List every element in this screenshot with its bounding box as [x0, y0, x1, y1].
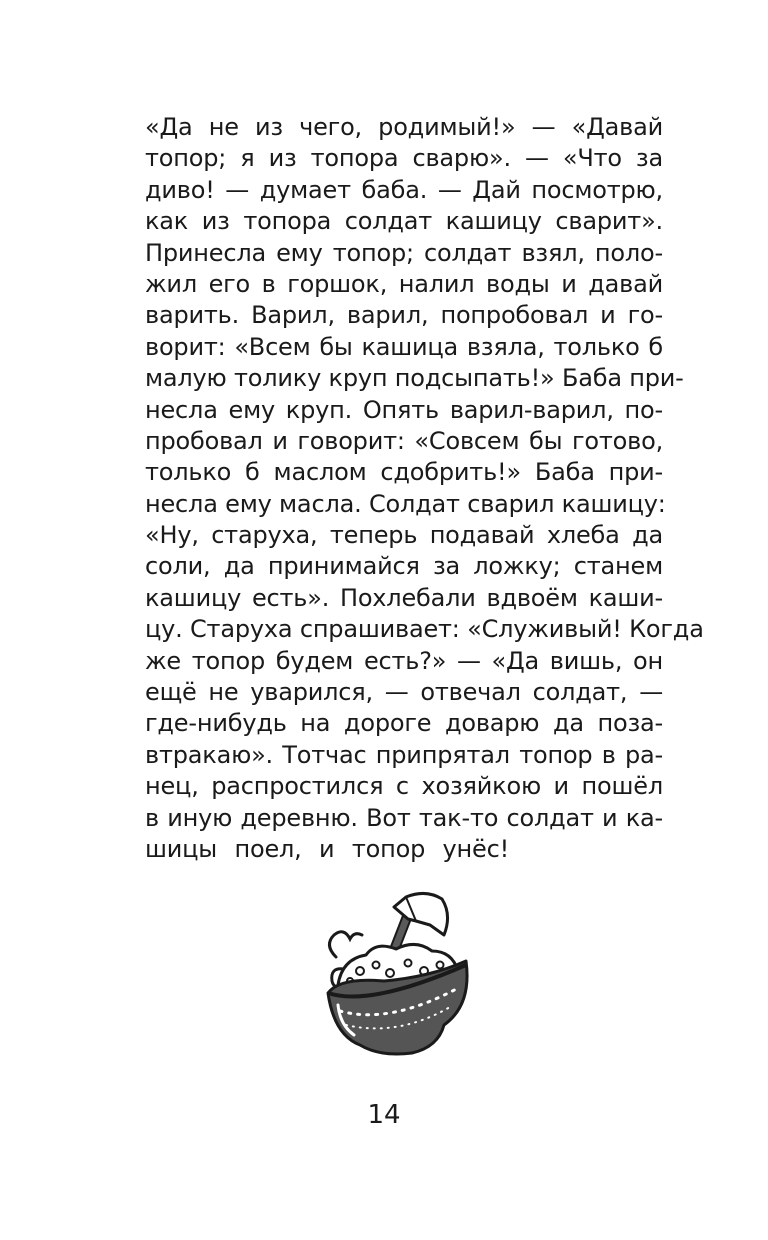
text-line: диво! — думает баба. — Дай посмотрю,	[145, 175, 663, 204]
text-line: несла ему масла. Солдат сварил кашицу:	[145, 489, 666, 518]
text-line: Принесла ему топор; солдат взял, поло-	[145, 238, 663, 267]
text-line: малую толику круп подсыпать!» Баба при-	[145, 364, 684, 393]
text-line: цу. Старуха спрашивает: «Служивый! Когда	[145, 615, 704, 644]
text-line: «Да не из чего, родимый!» — «Давай	[145, 113, 663, 141]
text-line: кашицу есть». Похлебали вдвоём каши-	[145, 583, 663, 612]
text-line: только б маслом сдобрить!» Баба при-	[145, 458, 663, 487]
text-line: несла ему круп. Опять варил-варил, по-	[145, 395, 663, 424]
text-line: как из топора солдат кашицу сварит».	[145, 207, 663, 236]
text-line: «Ну, старуха, теперь подавай хлеба да	[145, 521, 663, 550]
text-line: ещё не уварился, — отвечал солдат, —	[145, 678, 663, 707]
text-line: же топор будем есть?» — «Да вишь, он	[145, 646, 663, 675]
text-line: варить. Варил, варил, попробовал и го-	[145, 301, 663, 330]
text-line: соли, да принимайся за ложку; станем	[145, 552, 663, 581]
story-text	[145, 112, 704, 865]
pot-with-axe-icon	[320, 885, 470, 1060]
text-line: пробовал и говорит: «Совсем бы готово,	[145, 426, 663, 455]
text-line: в иную деревню. Вот так-то солдат и ка-	[145, 803, 663, 832]
text-line: ворит: «Всем бы кашица взяла, только б	[145, 332, 663, 361]
text-line: шицы поел, и топор унёс!	[145, 834, 510, 863]
text-line: нец, распростился с хозяйкою и пошёл	[145, 772, 663, 801]
text-line: втракаю». Тотчас припрятал топор в ра-	[145, 740, 663, 769]
page-number: 14	[367, 1100, 401, 1130]
text-line: жил его в горшок, налил воды и давай	[145, 269, 663, 298]
text-line: где-нибудь на дороге доварю да поза-	[145, 709, 663, 738]
text-line: топор; я из топора сварю». — «Что за	[145, 144, 663, 173]
